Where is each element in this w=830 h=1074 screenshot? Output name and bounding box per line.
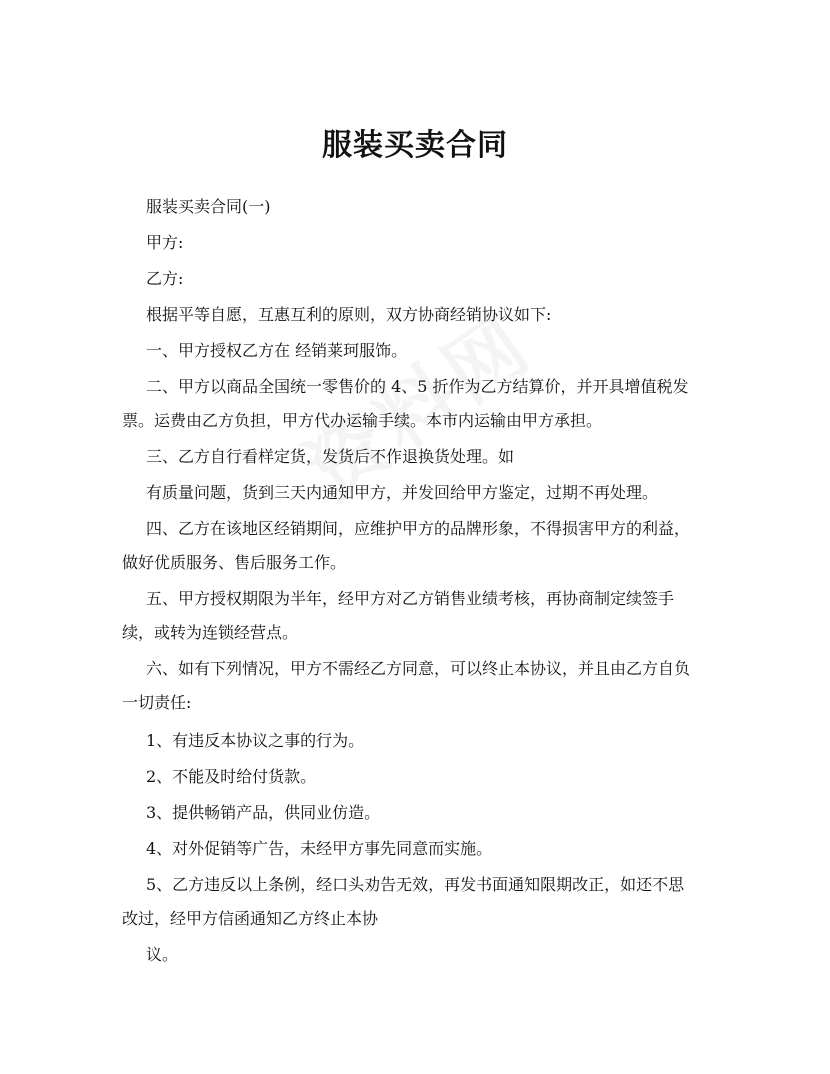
- condition-5-line-1: 5、乙方违反以上条例，经口头劝告无效，再发书面通知限期改正，如还不思: [146, 875, 685, 894]
- clause-6-line-2: 一切责任:: [122, 693, 192, 712]
- condition-4: 4、对外促销等广告，未经甲方事先同意而实施。: [146, 839, 493, 858]
- condition-3: 3、提供畅销产品，供同业仿造。: [146, 803, 381, 822]
- condition-2: 2、不能及时给付货款。: [146, 767, 317, 786]
- clause-6-line-1: 六、如有下列情况，甲方不需经乙方同意，可以终止本协议，并且由乙方自负: [146, 659, 691, 678]
- condition-5-line-2: 改过，经甲方信函通知乙方终止本协: [122, 909, 379, 928]
- party-a-line: 甲方:: [146, 233, 184, 252]
- clause-5-line-2: 续，或转为连锁经营点。: [122, 623, 299, 642]
- document-title: 服装买卖合同: [322, 128, 508, 163]
- condition-5-line-3: 议。: [146, 945, 179, 964]
- party-b-line: 乙方:: [146, 269, 184, 288]
- clause-2-line-1: 二、甲方以商品全国统一零售价的 4、5 折作为乙方结算价，并开具增值税发: [146, 377, 689, 396]
- clause-5-line-1: 五、甲方授权期限为半年，经甲方对乙方销售业绩考核，再协商制定续签手: [146, 589, 675, 608]
- condition-1: 1、有违反本协议之事的行为。: [146, 731, 365, 750]
- clause-3-line-1: 三、乙方自行看样定货，发货后不作退换货处理。如: [146, 447, 515, 466]
- clause-4-line-2: 做好优质服务、售后服务工作。: [122, 553, 347, 572]
- preamble-line: 根据平等自愿，互惠互利的原则，双方协商经销协议如下:: [146, 305, 552, 324]
- clause-2-line-2: 票。运费由乙方负担，甲方代办运输手续。本市内运输由甲方承担。: [122, 411, 603, 430]
- contract-subtitle: 服装买卖合同(一): [146, 197, 271, 216]
- clause-4-line-1: 四、乙方在该地区经销期间，应维护甲方的品牌形象，不得损害甲方的利益，: [146, 519, 691, 538]
- clause-3-line-2: 有质量问题，货到三天内通知甲方，并发回给甲方鉴定，过期不再处理。: [146, 483, 659, 502]
- clause-1: 一、甲方授权乙方在 经销莱珂服饰。: [146, 341, 408, 360]
